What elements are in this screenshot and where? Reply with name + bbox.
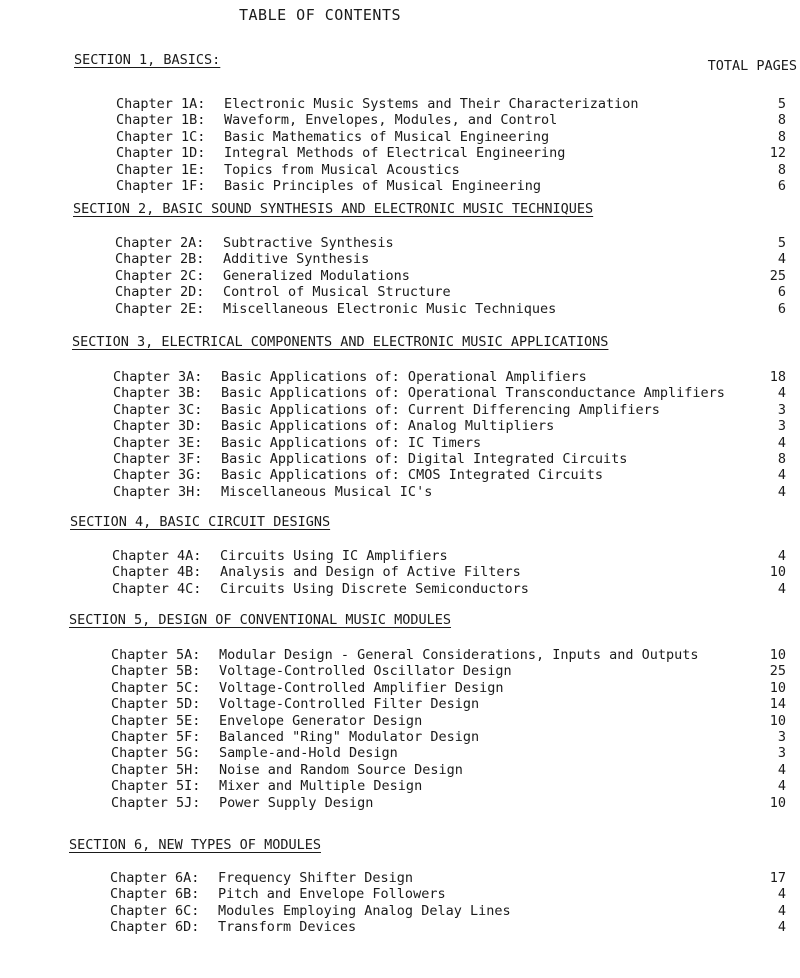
chapter-page-count: 4 xyxy=(777,434,786,451)
chapter-page-count: 3 xyxy=(777,745,786,762)
chapter-page-count: 6 xyxy=(777,284,786,301)
chapter-page-count: 10 xyxy=(769,647,786,663)
chapter-label: Chapter 6A: xyxy=(110,870,200,886)
chapter-row xyxy=(0,745,800,762)
chapter-label: Chapter 1D: xyxy=(116,145,206,162)
chapter-row xyxy=(0,418,800,435)
chapter-label: Chapter 3F: xyxy=(113,451,203,467)
chapter-label: Chapter 4A: xyxy=(112,548,202,564)
chapter-title: Noise and Random Source Design xyxy=(219,761,463,778)
chapter-row xyxy=(0,484,800,501)
chapter-page-count: 12 xyxy=(769,145,786,162)
chapter-page-count: 18 xyxy=(769,369,786,385)
chapter-row xyxy=(0,112,800,129)
chapter-title: Additive Synthesis xyxy=(223,251,370,268)
chapter-row xyxy=(0,729,800,746)
chapter-label: Chapter 5D: xyxy=(111,696,201,713)
chapter-title: Envelope Generator Design xyxy=(219,712,423,729)
chapter-page-count: 4 xyxy=(777,902,786,919)
chapter-row xyxy=(0,451,800,468)
chapter-label: Chapter 6D: xyxy=(110,919,200,936)
chapter-page-count: 10 xyxy=(769,794,786,811)
chapter-title: Voltage-Controlled Oscillator Design xyxy=(219,663,512,680)
chapter-title: Basic Applications of: Analog Multipliers xyxy=(221,418,555,435)
chapter-row xyxy=(0,145,800,162)
chapter-page-count: 6 xyxy=(777,300,786,317)
chapter-label: Chapter 5C: xyxy=(111,679,201,696)
chapter-row xyxy=(0,162,800,179)
chapter-label: Chapter 1A: xyxy=(116,96,206,112)
chapter-label: Chapter 2E: xyxy=(115,300,205,317)
chapter-row xyxy=(0,647,800,664)
chapter-page-count: 8 xyxy=(777,112,786,129)
chapter-page-count: 3 xyxy=(777,729,786,745)
chapter-label: Chapter 3A: xyxy=(113,369,203,385)
chapter-page-count: 5 xyxy=(777,96,786,112)
chapter-label: Chapter 6B: xyxy=(110,886,200,903)
chapter-title: Voltage-Controlled Filter Design xyxy=(219,696,480,713)
chapter-row xyxy=(0,713,800,730)
chapter-title: Pitch and Envelope Followers xyxy=(218,886,446,903)
chapter-label: Chapter 6C: xyxy=(110,902,200,919)
chapter-row xyxy=(0,548,800,565)
chapter-row xyxy=(0,301,800,318)
chapter-title: Power Supply Design xyxy=(219,794,374,811)
chapter-label: Chapter 1B: xyxy=(116,112,206,129)
chapter-title: Topics from Musical Acoustics xyxy=(224,161,460,178)
chapter-row xyxy=(0,903,800,920)
chapter-page-count: 4 xyxy=(777,886,786,903)
section-heading: SECTION 4, BASIC CIRCUIT DESIGNS xyxy=(70,514,331,530)
chapter-page-count: 4 xyxy=(777,580,786,597)
chapter-title: Modules Employing Analog Delay Lines xyxy=(218,902,511,919)
chapter-page-count: 4 xyxy=(777,467,786,484)
chapter-page-count: 8 xyxy=(777,128,786,145)
chapter-title: Basic Mathematics of Musical Engineering xyxy=(224,128,550,145)
chapter-row xyxy=(0,96,800,113)
chapter-label: Chapter 5B: xyxy=(111,663,201,680)
chapter-page-count: 4 xyxy=(777,251,786,268)
chapter-label: Chapter 5I: xyxy=(111,778,201,795)
chapter-title: Basic Principles of Musical Engineering xyxy=(224,178,541,194)
chapter-title: Frequency Shifter Design xyxy=(218,870,414,886)
section-heading: SECTION 5, DESIGN OF CONVENTIONAL MUSIC MODULES xyxy=(69,612,452,628)
chapter-title: Transform Devices xyxy=(218,919,357,936)
chapter-row xyxy=(0,663,800,680)
chapter-page-count: 6 xyxy=(777,178,786,194)
chapter-label: Chapter 1F: xyxy=(116,178,206,194)
chapter-title: Basic Applications of: Operational Transconductance Amplifiers xyxy=(221,385,725,402)
section-heading: SECTION 3, ELECTRICAL COMPONENTS AND ELECTRONIC MUSIC APPLICATIONS xyxy=(72,334,609,350)
chapter-title: Subtractive Synthesis xyxy=(223,235,394,251)
chapter-page-count: 4 xyxy=(777,761,786,778)
chapter-title: Mixer and Multiple Design xyxy=(219,778,423,795)
chapter-title: Sample-and-Hold Design xyxy=(219,745,398,762)
chapter-row xyxy=(0,369,800,386)
chapter-title: Voltage-Controlled Amplifier Design xyxy=(219,679,504,696)
chapter-page-count: 10 xyxy=(769,564,786,581)
chapter-title: Basic Applications of: IC Timers xyxy=(221,434,482,451)
chapter-label: Chapter 1C: xyxy=(116,128,206,145)
chapter-title: Electronic Music Systems and Their Characterization xyxy=(224,96,639,112)
chapter-page-count: 25 xyxy=(769,663,786,680)
chapter-page-count: 17 xyxy=(769,870,786,886)
chapter-row xyxy=(0,870,800,887)
chapter-title: Miscellaneous Musical IC's xyxy=(221,483,433,500)
chapter-title: Basic Applications of: CMOS Integrated Circuits xyxy=(221,467,604,484)
chapter-label: Chapter 2A: xyxy=(115,235,205,251)
chapter-row xyxy=(0,251,800,268)
chapter-row xyxy=(0,435,800,452)
chapter-title: Circuits Using Discrete Semiconductors xyxy=(220,580,529,597)
section-heading: SECTION 6, NEW TYPES OF MODULES xyxy=(69,837,321,853)
chapter-page-count: 3 xyxy=(777,418,786,435)
chapter-row xyxy=(0,696,800,713)
chapter-label: Chapter 5A: xyxy=(111,647,201,663)
chapter-row xyxy=(0,129,800,146)
chapter-title: Integral Methods of Electrical Engineering xyxy=(224,145,566,162)
chapter-title: Balanced "Ring" Modulator Design xyxy=(219,729,480,745)
chapter-page-count: 8 xyxy=(777,451,786,467)
chapter-page-count: 5 xyxy=(777,235,786,251)
chapter-row xyxy=(0,178,800,195)
chapter-label: Chapter 3C: xyxy=(113,401,203,418)
chapter-label: Chapter 2C: xyxy=(115,267,205,284)
chapter-row xyxy=(0,467,800,484)
chapter-label: Chapter 5H: xyxy=(111,761,201,778)
section-heading: SECTION 2, BASIC SOUND SYNTHESIS AND ELECTRONIC MUSIC TECHNIQUES xyxy=(73,201,594,217)
chapter-label: Chapter 3D: xyxy=(113,418,203,435)
chapter-page-count: 10 xyxy=(769,712,786,729)
chapter-label: Chapter 4C: xyxy=(112,580,202,597)
chapter-label: Chapter 3H: xyxy=(113,483,203,500)
chapter-title: Basic Applications of: Digital Integrated Circuits xyxy=(221,451,628,467)
chapter-row xyxy=(0,778,800,795)
chapter-page-count: 4 xyxy=(777,483,786,500)
chapter-label: Chapter 3E: xyxy=(113,434,203,451)
chapter-page-count: 4 xyxy=(777,919,786,936)
chapter-label: Chapter 4B: xyxy=(112,564,202,581)
chapter-row xyxy=(0,235,800,252)
chapter-row xyxy=(0,762,800,779)
chapter-label: Chapter 5E: xyxy=(111,712,201,729)
page-title: TABLE OF CONTENTS xyxy=(238,6,402,24)
chapter-title: Basic Applications of: Current Differencing Amplifiers xyxy=(221,401,660,418)
chapter-title: Waveform, Envelopes, Modules, and Control xyxy=(224,112,558,129)
chapter-row xyxy=(0,680,800,697)
chapter-row xyxy=(0,385,800,402)
chapter-page-count: 25 xyxy=(769,267,786,284)
chapter-row xyxy=(0,268,800,285)
chapter-title: Generalized Modulations xyxy=(223,267,410,284)
chapter-label: Chapter 5J: xyxy=(111,794,201,811)
chapter-row xyxy=(0,919,800,936)
chapter-title: Basic Applications of: Operational Amplifiers xyxy=(221,369,587,385)
chapter-title: Miscellaneous Electronic Music Techniques xyxy=(223,300,557,317)
chapter-row xyxy=(0,284,800,301)
chapter-row xyxy=(0,564,800,581)
chapter-label: Chapter 5G: xyxy=(111,745,201,762)
chapter-page-count: 4 xyxy=(777,385,786,402)
chapter-page-count: 4 xyxy=(777,778,786,795)
chapter-row xyxy=(0,886,800,903)
chapter-page-count: 8 xyxy=(777,161,786,178)
section-heading: SECTION 1, BASICS: xyxy=(74,52,221,68)
chapter-label: Chapter 2B: xyxy=(115,251,205,268)
chapter-label: Chapter 1E: xyxy=(116,161,206,178)
chapter-row xyxy=(0,581,800,598)
chapter-page-count: 10 xyxy=(769,679,786,696)
chapter-page-count: 14 xyxy=(769,696,786,713)
chapter-row xyxy=(0,402,800,419)
chapter-page-count: 3 xyxy=(777,401,786,418)
total-pages-header: TOTAL PAGES xyxy=(707,58,797,74)
chapter-label: Chapter 5F: xyxy=(111,729,201,745)
chapter-label: Chapter 3G: xyxy=(113,467,203,484)
chapter-title: Analysis and Design of Active Filters xyxy=(220,564,521,581)
chapter-page-count: 4 xyxy=(777,548,786,564)
chapter-label: Chapter 2D: xyxy=(115,284,205,301)
chapter-title: Control of Musical Structure xyxy=(223,284,451,301)
chapter-title: Circuits Using IC Amplifiers xyxy=(220,548,448,564)
chapter-label: Chapter 3B: xyxy=(113,385,203,402)
chapter-row xyxy=(0,795,800,812)
chapter-title: Modular Design - General Considerations, Inputs and Outputs xyxy=(219,647,699,663)
